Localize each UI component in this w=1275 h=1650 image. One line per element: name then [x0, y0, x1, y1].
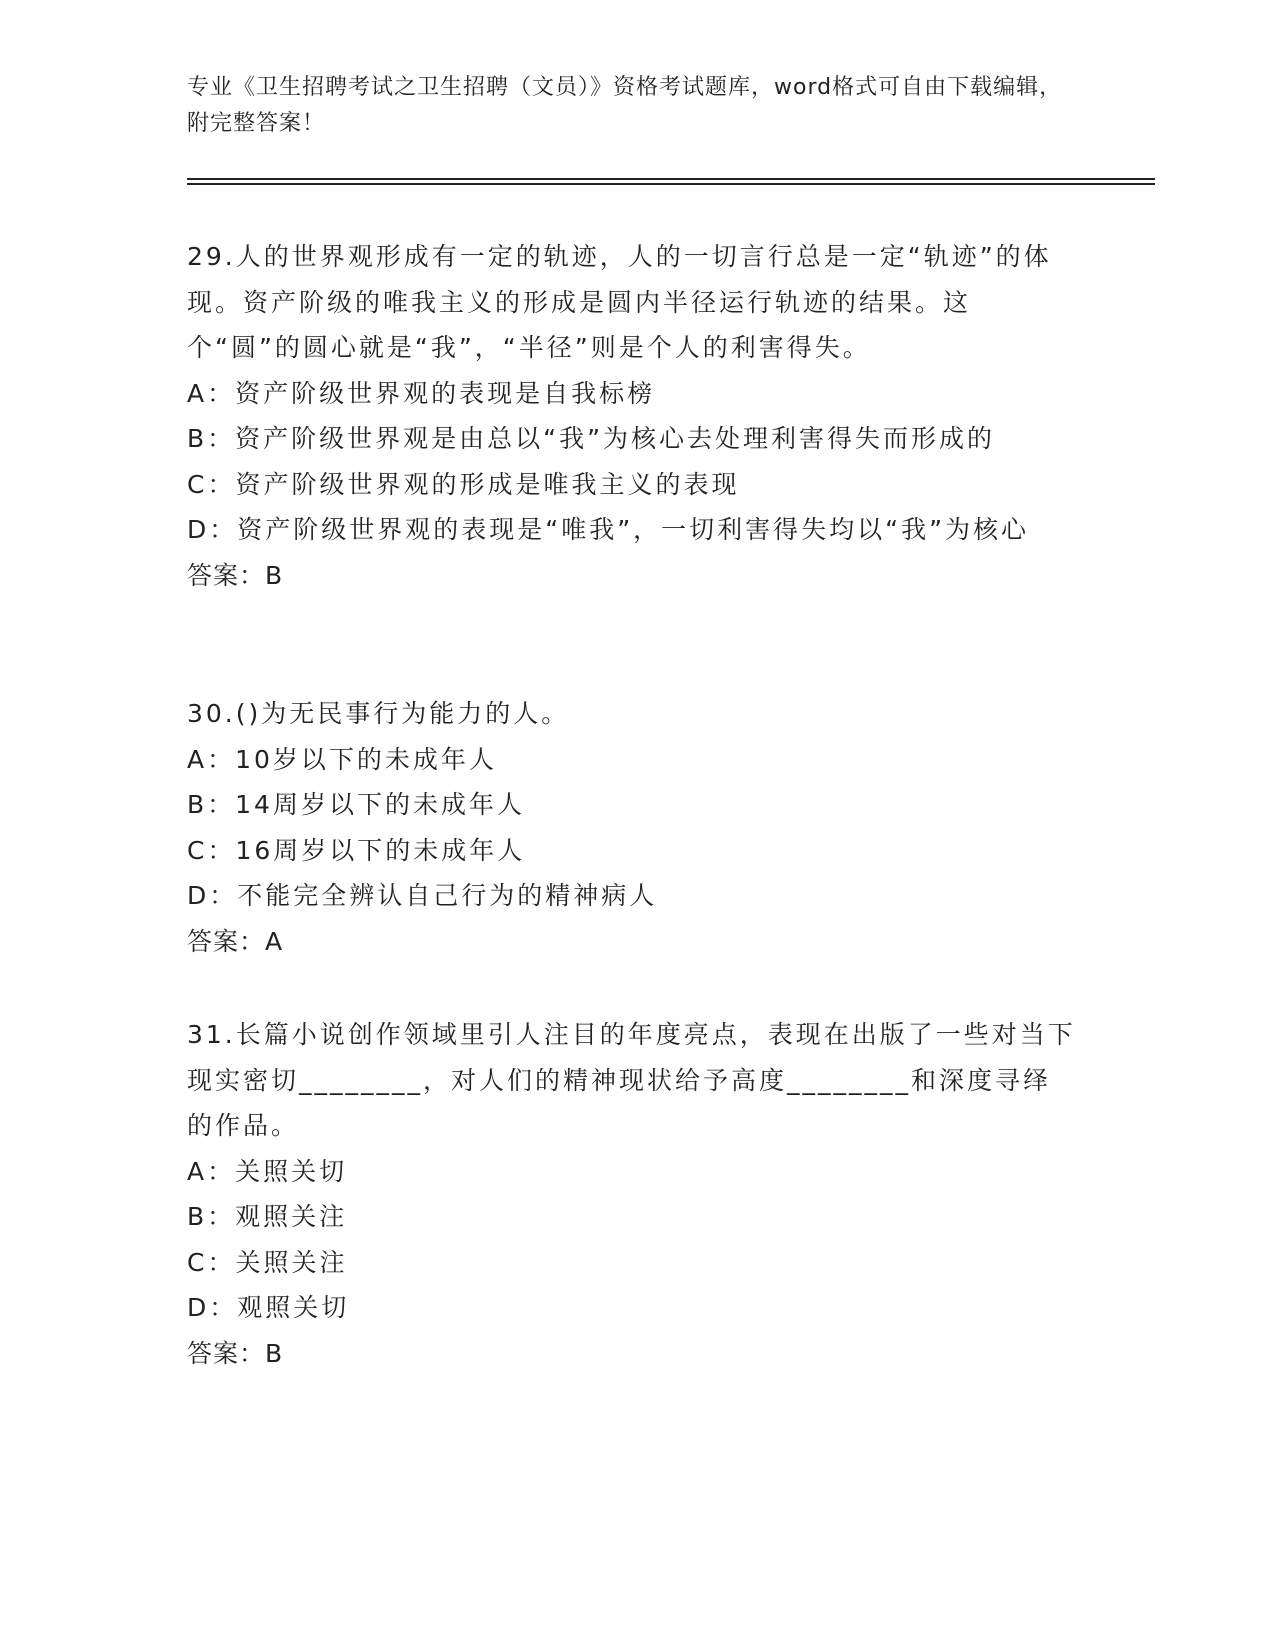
- question-stem: 29.人的世界观形成有一定的轨迹，人的一切言行总是一定“轨迹”的体现。资产阶级的唯我主义的形成是圆内半径运行轨迹的结果。这个“圆”的圆心就是“我”，“半径”则是个人的利害得失。: [187, 242, 1052, 362]
- option-b: B：资产阶级世界观是由总以“我”为核心去处理利害得失而形成的: [187, 424, 996, 453]
- question-31: [187, 1012, 1077, 1376]
- option-a: A：关照关切: [187, 1156, 348, 1186]
- question-29: [187, 234, 1077, 598]
- answer-line: 答案：B: [187, 1338, 284, 1368]
- question-30: [187, 691, 1077, 964]
- option-c: C：关照关注: [187, 1247, 348, 1277]
- header-divider-top: [187, 178, 1155, 180]
- option-a: A：资产阶级世界观的表现是自我标榜: [187, 378, 656, 408]
- option-a: A：10岁以下的未成年人: [187, 744, 497, 774]
- answer-line: 答案：A: [187, 926, 284, 956]
- option-d: D：不能完全辨认自己行为的精神病人: [187, 881, 658, 910]
- question-stem: 31.长篇小说创作领域里引人注目的年度亮点，表现在出版了一些对当下现实密切________，对人们的精神现状给予高度________和深度寻绎的作品。: [187, 1020, 1076, 1140]
- option-d: D：观照关切: [187, 1293, 350, 1322]
- option-b: B：14周岁以下的未成年人: [187, 790, 525, 819]
- option-d: D：资产阶级世界观的表现是“唯我”，一切利害得失均以“我”为核心: [187, 515, 1030, 544]
- question-stem: 30.()为无民事行为能力的人。: [187, 699, 570, 728]
- option-b: B：观照关注: [187, 1202, 348, 1231]
- option-c: C：16周岁以下的未成年人: [187, 835, 526, 865]
- header-text: 专业《卫生招聘考试之卫生招聘（文员）》资格考试题库，word格式可自由下载编辑，附完整答案！: [187, 75, 1063, 136]
- option-c: C：资产阶级世界观的形成是唯我主义的表现: [187, 469, 740, 499]
- header-divider-bottom: [187, 183, 1155, 185]
- answer-line: 答案：B: [187, 560, 284, 590]
